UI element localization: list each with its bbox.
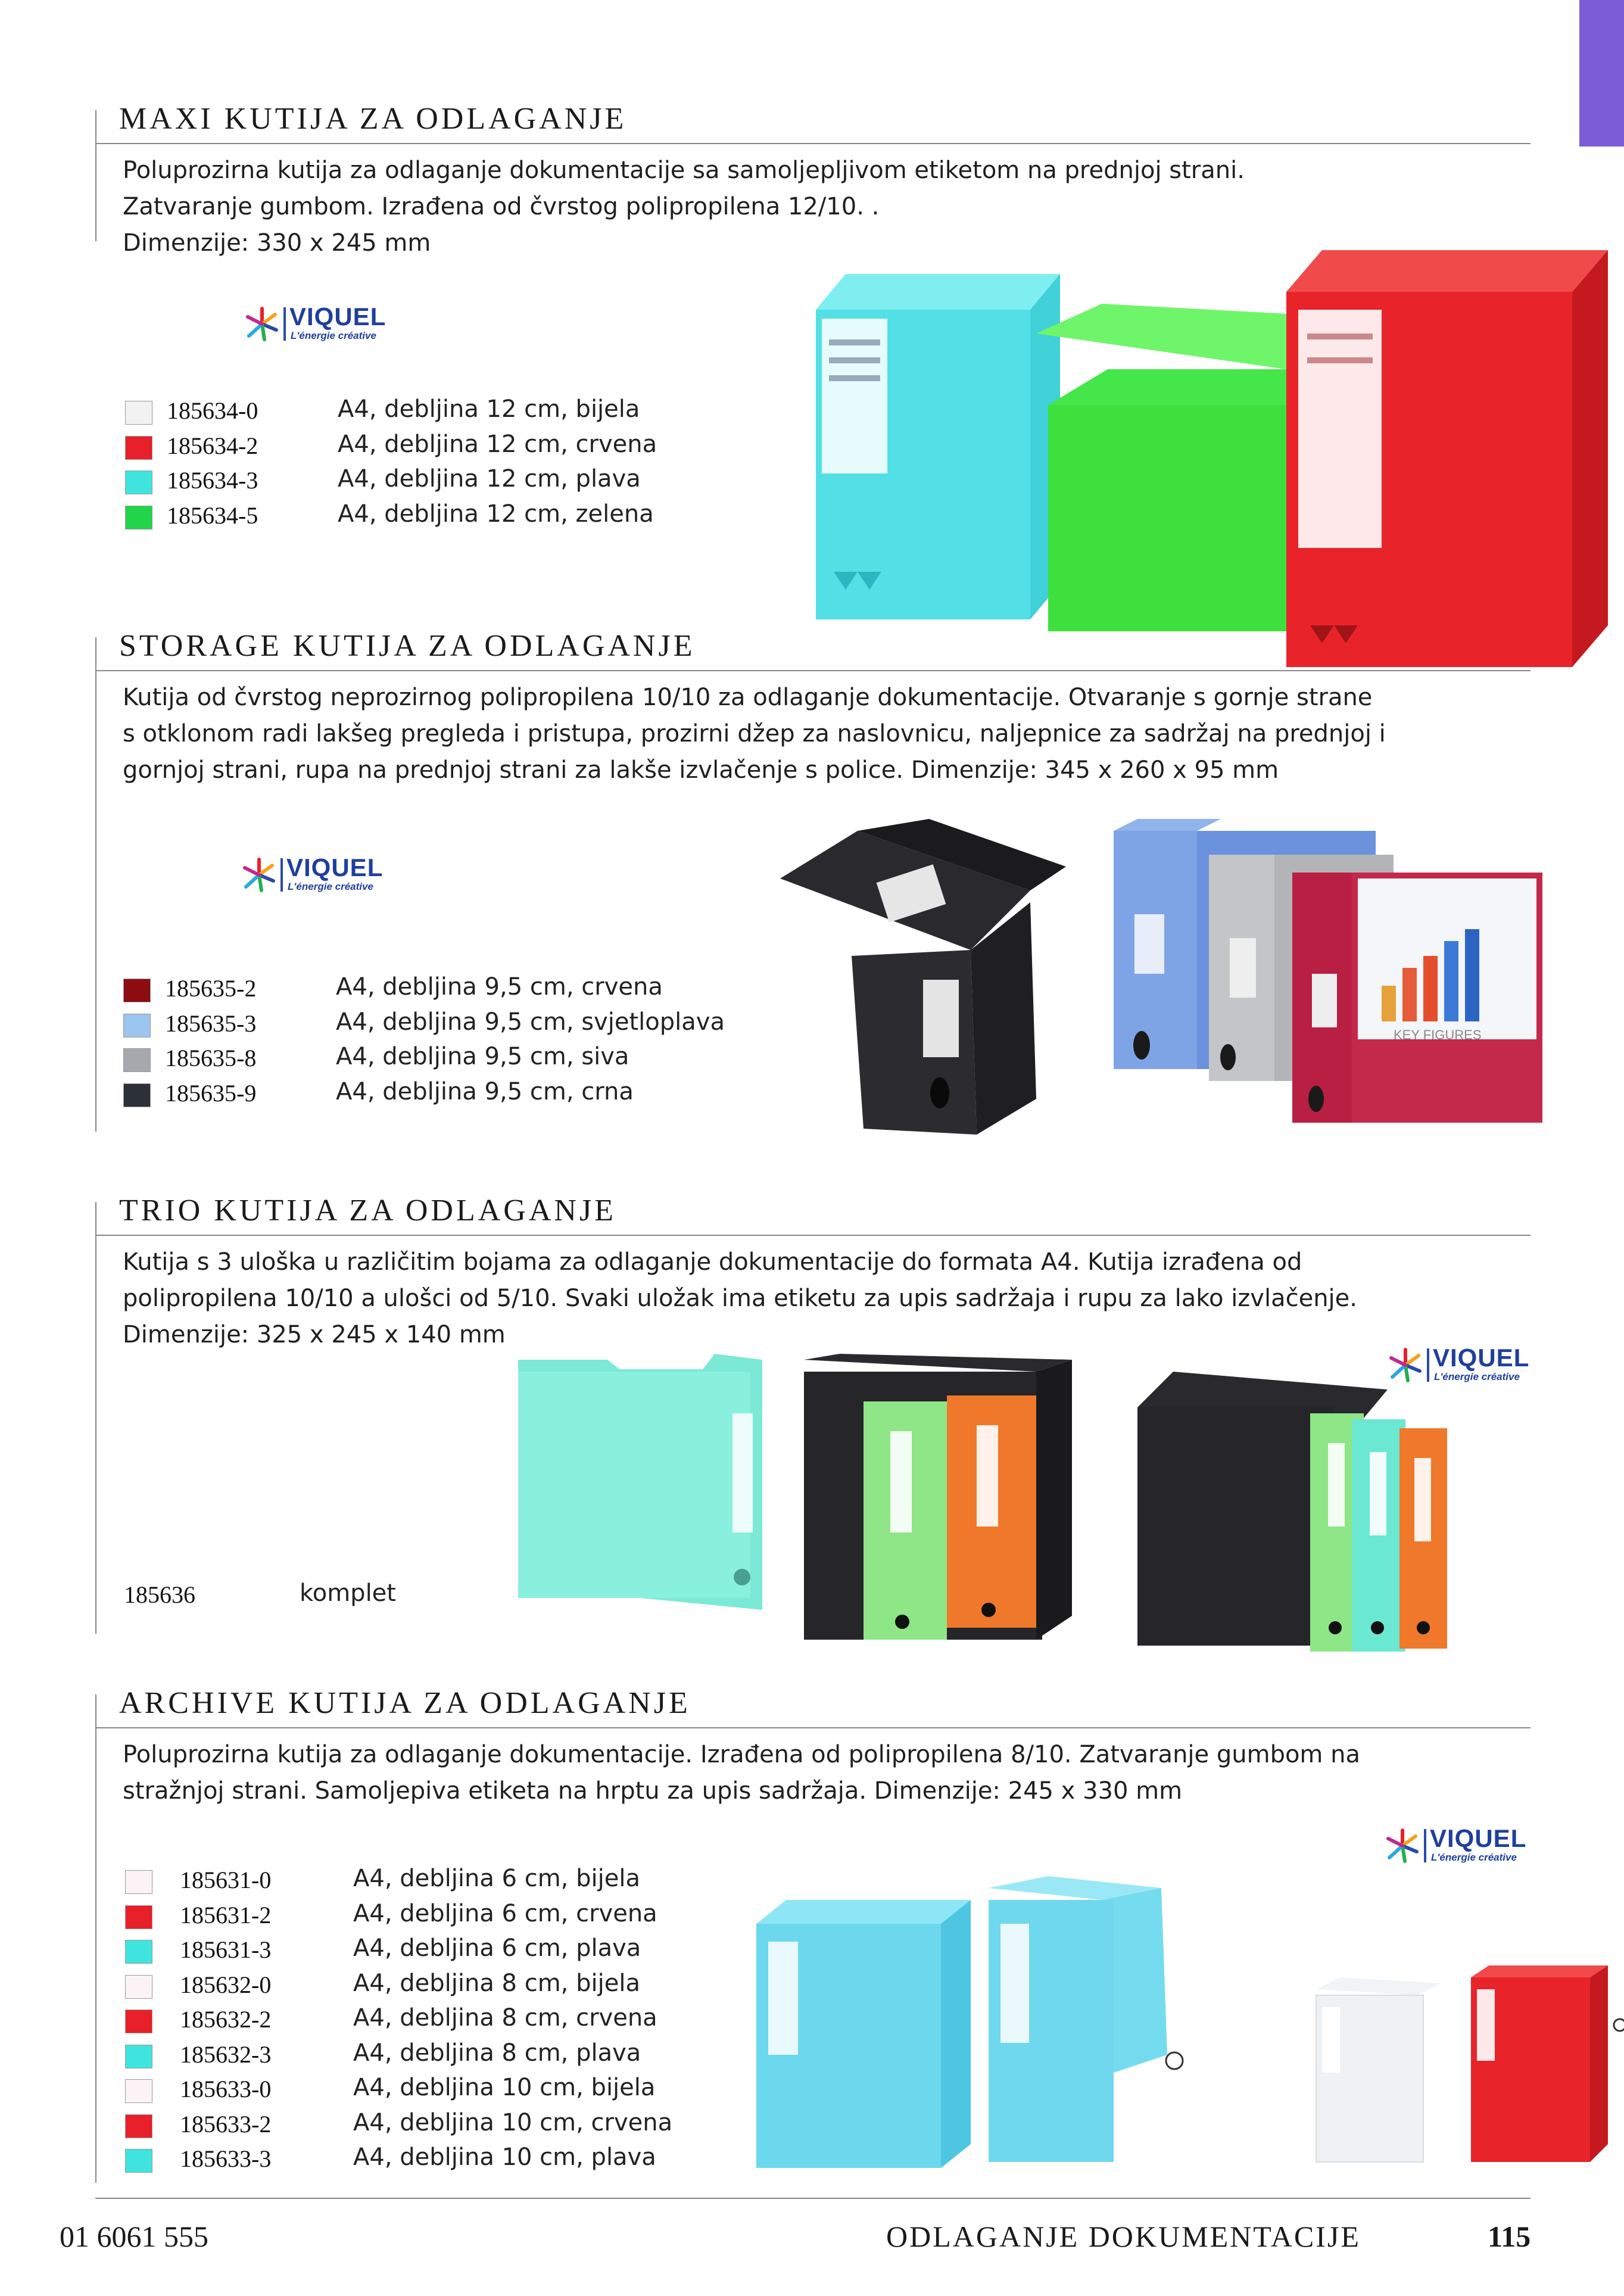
section-description: [123, 680, 1463, 789]
section-maxi: [95, 101, 1531, 602]
logo-tagline: L'énergie créative: [288, 881, 373, 892]
color-swatch: [125, 436, 152, 460]
product-code: 185634-2: [167, 432, 258, 459]
product-description: A4, debljina 10 cm, bijela: [353, 2074, 656, 2101]
description-line: Kutija od čvrstog neprozirnog polipropilena 10/10 za odlaganje dokumentacije. Otvaranje s gornje strane: [123, 684, 1373, 711]
product-description: A4, debljina 10 cm, crvena: [353, 2108, 673, 2136]
product-code: 185634-5: [167, 501, 258, 529]
section-divider-vertical: [95, 110, 96, 241]
section-title: STORAGE KUTIJA ZA ODLAGANJE: [119, 629, 696, 663]
logo-brand: VIQUEL: [286, 853, 384, 881]
product-code: 185636: [124, 1581, 195, 1608]
product-photo-storage-set: [780, 819, 1554, 1152]
product-photo-archive-red: [1465, 1965, 1624, 2168]
product-description: A4, debljina 10 cm, plava: [353, 2144, 656, 2171]
section-title: MAXI KUTIJA ZA ODLAGANJE: [119, 102, 627, 136]
product-description: A4, debljina 9,5 cm, siva: [336, 1043, 629, 1070]
section-divider-horizontal: [95, 670, 1531, 671]
product-description: A4, debljina 12 cm, plava: [338, 465, 641, 493]
description-line: Dimenzije: 330 x 245 mm: [123, 229, 431, 257]
product-description: A4, debljina 9,5 cm, crvena: [336, 973, 663, 1001]
product-photo-archive-white: [1304, 1977, 1447, 2168]
product-description: A4, debljina 6 cm, bijela: [353, 1865, 640, 1892]
product-description: A4, debljina 8 cm, plava: [353, 2039, 641, 2067]
footer-divider: [95, 2198, 1531, 2199]
product-code: 185632-3: [180, 2040, 272, 2068]
section-description: [123, 1244, 1463, 1353]
section-archive: [95, 1686, 1531, 2186]
section-title: TRIO KUTIJA ZA ODLAGANJE: [119, 1194, 616, 1228]
description-line: Poluprozirna kutija za odlaganje dokumentacije. Izrađena od polipropilena 8/10. Zatvaranje gumbom na: [123, 1741, 1360, 1768]
description-line: stražnjoj strani. Samoljepiva etiketa na hrptu za upis sadržaja. Dimenzije: 245 x 330 mm: [123, 1777, 1183, 1805]
color-swatch: [125, 1975, 152, 1999]
section-divider-vertical: [95, 637, 96, 1132]
logo-brand: VIQUEL: [1433, 1344, 1530, 1372]
product-code: 185631-2: [180, 1901, 272, 1929]
product-photo-trio-black-3: [1078, 1372, 1459, 1652]
description-line: s otklonom radi lakšeg pregleda i pristupa, prozirni džep za naslovnicu, naljepnice za sadržaj na prednjoj i: [123, 720, 1386, 747]
logo-tagline: L'énergie créative: [1434, 1371, 1520, 1382]
color-swatch: [125, 2079, 152, 2103]
product-code: 185632-0: [180, 1971, 272, 1998]
section-divider-vertical: [95, 1694, 96, 2183]
product-photo-archive-blue-open: [965, 1876, 1203, 2174]
product-code: 185635-2: [165, 975, 257, 1002]
product-code: 185635-8: [165, 1045, 257, 1071]
product-code: 185634-3: [167, 467, 258, 494]
section-tab-marker: [1579, 0, 1624, 147]
viquel-star-icon: [1385, 1828, 1420, 1864]
product-code: 185635-3: [165, 1010, 257, 1037]
product-code: 185635-9: [165, 1079, 257, 1107]
color-swatch: [125, 1905, 152, 1929]
description-line: Dimenzije: 325 x 245 x 140 mm: [123, 1321, 506, 1348]
description-line: polipropilena 10/10 a ulošci od 5/10. Svaki uložak ima etiketu za upis sadržaja i rupu za lako izvlačenje.: [123, 1285, 1357, 1312]
viquel-star-icon: [241, 857, 277, 893]
product-description: A4, debljina 12 cm, zelena: [338, 500, 654, 528]
footer-phone: 01 6061 555: [60, 2220, 208, 2253]
color-swatch: [123, 979, 151, 1002]
product-description: A4, debljina 12 cm, crvena: [338, 430, 657, 458]
product-code: 185632-2: [180, 2006, 272, 2033]
section-divider-horizontal: [95, 1727, 1531, 1728]
product-photo-trio-insert: [506, 1348, 768, 1622]
product-code: 185633-3: [180, 2145, 272, 2172]
section-divider-horizontal: [95, 1235, 1531, 1236]
description-line: Poluprozirna kutija za odlaganje dokumentacije sa samoljepljivom etiketom na prednjoj strani.: [123, 157, 1245, 184]
color-swatch: [125, 1870, 152, 1894]
color-swatch: [125, 401, 152, 425]
color-swatch: [123, 1083, 151, 1107]
logo-brand: VIQUEL: [1430, 1824, 1527, 1852]
color-swatch: [125, 2010, 152, 2033]
product-description: komplet: [300, 1580, 396, 1607]
product-code: 185631-0: [180, 1867, 272, 1893]
description-line: Zatvaranje gumbom. Izrađena od čvrstog polipropilena 12/10. .: [123, 193, 880, 220]
photo-text-key-figures: KEY FIGURES: [1394, 1027, 1482, 1042]
color-swatch: [125, 2114, 152, 2138]
color-swatch: [125, 471, 152, 494]
logo-tagline: L'énergie créative: [291, 330, 376, 341]
description-line: gornjoj strani, rupa na prednjoj strani za lakše izvlačenje s police. Dimenzije: 345 x 260 x 95 mm: [123, 756, 1279, 784]
section-description: [123, 1737, 1463, 1809]
product-code: 185631-3: [180, 1936, 272, 1963]
product-description: A4, debljina 6 cm, crvena: [353, 1899, 657, 1927]
page-number: 115: [1488, 2220, 1531, 2253]
product-code: 185634-0: [167, 397, 258, 424]
product-description: A4, debljina 12 cm, bijela: [338, 395, 640, 423]
logo-brand: VIQUEL: [289, 303, 386, 331]
description-line: Kutija s 3 uloška u različitim bojama za odlaganje dokumentacije do formata A4. Kutija izrađena od: [123, 1248, 1302, 1276]
section-title: ARCHIVE KUTIJA ZA ODLAGANJE: [119, 1686, 691, 1720]
product-code: 185633-0: [180, 2076, 272, 2102]
color-swatch: [123, 1014, 151, 1038]
product-description: A4, debljina 9,5 cm, crna: [336, 1077, 634, 1105]
product-photo-maxi-red: [1286, 244, 1624, 685]
color-swatch: [123, 1048, 151, 1072]
color-swatch: [125, 2045, 152, 2068]
footer-title: ODLAGANJE DOKUMENTACIJE: [886, 2220, 1361, 2253]
product-photo-trio-black-2: [798, 1354, 1078, 1646]
section-divider-vertical: [95, 1202, 96, 1634]
product-description: A4, debljina 9,5 cm, svjetloplava: [336, 1008, 725, 1036]
color-swatch: [125, 2149, 152, 2173]
viquel-logo: [241, 855, 390, 896]
product-description: A4, debljina 6 cm, plava: [353, 1934, 641, 1962]
product-photo-archive-blue-closed: [756, 1900, 977, 2174]
color-swatch: [125, 506, 152, 529]
viquel-logo: [1385, 1825, 1533, 1867]
product-description: A4, debljina 8 cm, crvena: [353, 2004, 657, 2032]
viquel-logo: [244, 304, 393, 345]
section-storage: [95, 628, 1531, 1135]
logo-tagline: L'énergie créative: [1431, 1852, 1517, 1863]
viquel-star-icon: [244, 306, 280, 342]
color-swatch: [125, 1940, 152, 1964]
product-code: 185633-2: [180, 2110, 272, 2138]
section-trio: [95, 1193, 1531, 1646]
section-divider-horizontal: [95, 143, 1531, 144]
product-description: A4, debljina 8 cm, bijela: [353, 1969, 640, 1997]
section-description: [123, 152, 1463, 261]
